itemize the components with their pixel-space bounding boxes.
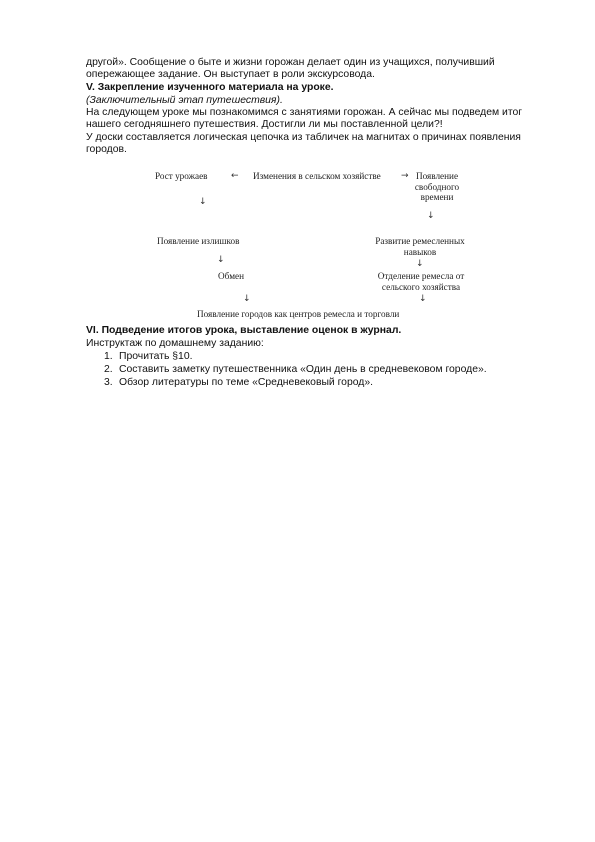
arrow-down-icon: ↓ <box>419 294 427 304</box>
list-item-text: Обзор литературы по теме «Средневековый город». <box>119 377 374 388</box>
arrow-left-icon: ← <box>231 171 239 181</box>
diagram-box-line: навыков <box>403 246 437 257</box>
arrow-right-icon: → <box>401 171 409 181</box>
section-subtitle: (Заключительный этап путешествия). <box>86 95 283 106</box>
diagram-box-growth: Рост урожаев <box>155 171 208 181</box>
diagram-box-line: Появление <box>415 171 459 181</box>
diagram-box-free-time <box>414 171 460 203</box>
diagram-box-line: времени <box>420 192 454 202</box>
list-item-number: 2. <box>104 364 113 375</box>
diagram-box-line: Отделение ремесла от <box>377 271 465 281</box>
section-heading-v: V. Закрепление изученного материала на уроке. <box>86 82 334 93</box>
arrow-down-icon: ↓ <box>199 197 207 207</box>
intro-line: опережающее задание. Он выступает в роли экскурсовода. <box>86 69 375 81</box>
list-item-number: 1. <box>104 351 113 362</box>
paragraph-line: городов. <box>86 144 127 156</box>
homework-intro: Инструктаж по домашнему заданию: <box>86 338 264 349</box>
arrow-down-icon: ↓ <box>416 259 424 269</box>
paragraph-summary <box>86 107 526 132</box>
paragraph-chain-intro <box>86 132 526 157</box>
list-item-number: 3. <box>104 377 113 388</box>
diagram-box-separation <box>366 271 476 292</box>
diagram-box-surplus: Появление излишков <box>157 236 240 246</box>
diagram-box-line: Развитие ремесленных <box>375 236 465 246</box>
diagram-box-line: сельского хозяйства <box>381 281 461 292</box>
diagram-box-crafts <box>364 236 476 257</box>
arrow-down-icon: ↓ <box>427 211 435 221</box>
paragraph-line: нашего сегодняшнего путешествия. Достигли ли мы поставленной цели?! <box>86 119 443 131</box>
list-item-text: Составить заметку путешественника «Один день в средневековом городе». <box>119 364 487 375</box>
intro-paragraph <box>86 57 526 82</box>
list-item-text: Прочитать §10. <box>119 351 193 362</box>
diagram-box-line: свободного <box>414 181 460 192</box>
paragraph-line: На следующем уроке мы познакомимся с занятиями горожан. А сейчас мы подведем итог <box>86 107 523 118</box>
paragraph-line: У доски составляется логическая цепочка из табличек на магнитах о причинах появления <box>86 132 521 143</box>
diagram-box-exchange: Обмен <box>218 271 245 281</box>
arrow-down-icon: ↓ <box>243 294 251 304</box>
diagram-box-agriculture-changes: Изменения в сельском хозяйстве <box>253 171 381 181</box>
intro-line: другой». Сообщение о быте и жизни горожан делает один из учащихся, получивший <box>86 57 495 68</box>
section-heading-vi: VI. Подведение итогов урока, выставление оценок в журнал. <box>86 325 402 336</box>
diagram-box-cities: Появление городов как центров ремесла и торговли <box>197 309 400 319</box>
arrow-down-icon: ↓ <box>217 255 225 265</box>
